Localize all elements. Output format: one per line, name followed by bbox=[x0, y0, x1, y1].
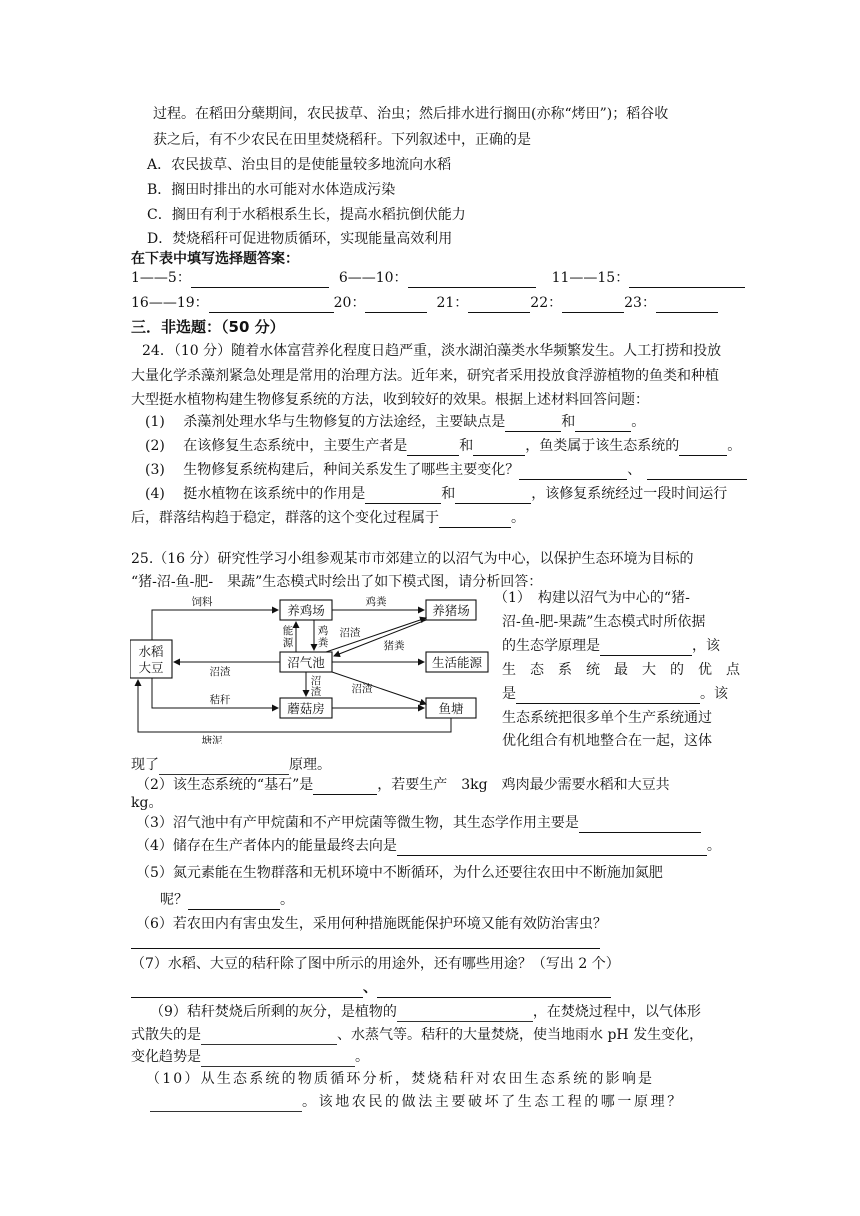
box-label-rice: 水稻 bbox=[138, 644, 164, 659]
q25-s9-text4: 、水蒸气等。秸秆的大量焚烧，使当地雨水 pH 发生变化， bbox=[337, 1027, 704, 1043]
ecosystem-diagram bbox=[130, 586, 490, 744]
answer-table-title: 在下表中填写选择题答案： bbox=[131, 251, 299, 267]
q25-s9-text2: ，在焚烧过程中，以气体形 bbox=[532, 1004, 701, 1020]
answer-row-1 bbox=[131, 268, 745, 288]
box-label-soybean: 大豆 bbox=[138, 660, 164, 675]
answer-label-23: 23： bbox=[624, 295, 656, 311]
q24-p1-end: 。 bbox=[631, 414, 646, 430]
q24-part1 bbox=[145, 412, 645, 432]
box-label-energy: 生活能源 bbox=[431, 655, 483, 670]
q25-s2-cont: kg。 bbox=[131, 795, 163, 811]
q25-s9-text3: 式散失的是 bbox=[131, 1027, 201, 1043]
q25-s4 bbox=[136, 836, 721, 856]
q24-p1-text: (1) 杀藻剂处理水华与生物修复的方法途经，主要缺点是 bbox=[145, 414, 506, 430]
q24-p3-blank2[interactable] bbox=[647, 464, 747, 480]
q25-s9-blank1[interactable] bbox=[397, 1006, 533, 1022]
label-residue-v2: 渣 bbox=[310, 686, 322, 698]
answer-blank-6-10[interactable] bbox=[408, 272, 536, 288]
arrow-feed bbox=[152, 610, 278, 640]
q25-s5-blank[interactable] bbox=[188, 894, 280, 910]
q25-s9-text1: （9）秸秆焚烧后所剩的灰分，是植物的 bbox=[150, 1004, 397, 1020]
q25-s2-text: （2）该生态系统的“基石”是 bbox=[136, 777, 314, 793]
q24-p2-and: 和 bbox=[459, 438, 474, 454]
q23-option-d: D．焚烧稻秆可促进物质循环，实现能量高效利用 bbox=[147, 231, 453, 247]
q25-s1-line2: 沼-鱼-肥-果蔬”生态模式时所依据 bbox=[502, 614, 706, 630]
arrow-residue-pond bbox=[332, 672, 426, 704]
answer-blank-20[interactable] bbox=[365, 297, 427, 313]
q25-s1-text3: 的生态学原理是 bbox=[502, 638, 600, 654]
q25-s7-blank2[interactable] bbox=[377, 982, 611, 998]
answer-blank-1-5[interactable] bbox=[191, 272, 329, 288]
label-feed: 饲料 bbox=[191, 596, 213, 608]
q24-p1-and: 和 bbox=[561, 414, 576, 430]
q25-s10-line2 bbox=[150, 1092, 684, 1112]
q24-p3-blank1[interactable] bbox=[519, 464, 627, 480]
answer-label-1-5: 1——5： bbox=[131, 270, 191, 286]
answer-row-2 bbox=[131, 293, 718, 313]
q24-p4-blank1[interactable] bbox=[365, 488, 441, 504]
q25-s9-blank3[interactable] bbox=[201, 1051, 355, 1067]
q24-p1-blank2[interactable] bbox=[575, 416, 631, 432]
q25-s2 bbox=[136, 775, 670, 795]
box-label-biogas: 沼气池 bbox=[287, 655, 325, 670]
q24-p3-sep: 、 bbox=[627, 462, 642, 478]
q23-option-c: C．搁田有利于水稻根系生长，提高水稻抗倒伏能力 bbox=[147, 207, 466, 223]
q24-p1-blank1[interactable] bbox=[505, 416, 561, 432]
box-label-mushroom: 蘑菇房 bbox=[287, 701, 325, 716]
q25-s3 bbox=[136, 813, 701, 833]
q24-p3-text: (3) 生物修复系统构建后，种间关系发生了哪些主要变化？ bbox=[145, 462, 520, 478]
q25-s9-text5: 变化趋势是 bbox=[131, 1049, 201, 1065]
q25-s4-blank[interactable] bbox=[397, 840, 707, 856]
label-residue-v1: 沼 bbox=[310, 675, 322, 687]
q25-s1-end5: 。该 bbox=[700, 686, 728, 702]
label-pond-mud: 塘泥 bbox=[201, 735, 223, 744]
q24-part2 bbox=[145, 436, 741, 456]
q24-p4-blank2[interactable] bbox=[455, 488, 531, 504]
q24-p2-blank2[interactable] bbox=[473, 440, 525, 456]
q25-s3-text: （3）沼气池中有产甲烷菌和不产甲烷菌等微生物，其生态学作用主要是 bbox=[136, 815, 579, 831]
q25-s1-end3: ，该 bbox=[692, 638, 720, 654]
q25-s1-text8: 现了 bbox=[131, 757, 159, 773]
q24-p2-end: 。 bbox=[727, 438, 742, 454]
q25-s9-line2 bbox=[131, 1025, 703, 1045]
label-chicken-manure: 鸡粪 bbox=[365, 596, 387, 608]
answer-label-22: 22： bbox=[530, 295, 563, 311]
label-energy-v2: 源 bbox=[282, 637, 294, 649]
q25-s2-text2: ，若要生产 3kg 鸡肉最少需要水稻和大豆共 bbox=[377, 777, 670, 793]
q25-s3-blank[interactable] bbox=[579, 817, 701, 833]
q25-intro-line1: 25.（16 分）研究性学习小组参观某市市郊建立的以沼气为中心，以保护生态环境为目标的 bbox=[131, 551, 694, 567]
q25-s5-text: 呢？ bbox=[160, 892, 188, 908]
q24-part4 bbox=[145, 484, 727, 504]
label-straw: 秸秆 bbox=[209, 694, 231, 706]
q25-s1-end8: 原理。 bbox=[289, 757, 331, 773]
answer-blank-22[interactable] bbox=[562, 297, 624, 313]
q24-p4-and: 和 bbox=[441, 486, 456, 502]
q25-s9-blank2[interactable] bbox=[201, 1029, 337, 1045]
q25-s1-line1: （1） 构建以沼气为中心的“猪- bbox=[494, 590, 690, 606]
answer-blank-21[interactable] bbox=[468, 297, 530, 313]
q25-s7-answers bbox=[131, 978, 611, 998]
q25-s1-blank-principle2[interactable] bbox=[159, 759, 289, 775]
q24-intro-line3: 大型挺水植物构建生物修复系统的方法，收到较好的效果。根据上述材料回答问题： bbox=[131, 392, 649, 408]
answer-blank-11-15[interactable] bbox=[629, 272, 745, 288]
q25-s7-sep: 、 bbox=[363, 980, 377, 996]
q25-s1-line4: 生 态 系 统 最 大 的 优 点 bbox=[502, 662, 740, 678]
q24-p4-text: (4) 挺水植物在该系统中的作用是 bbox=[145, 486, 366, 502]
answer-label-16-19: 16——19： bbox=[131, 295, 209, 311]
q24-p2-text2: ，鱼类属于该生态系统的 bbox=[525, 438, 680, 454]
q24-p4-blank3[interactable] bbox=[439, 512, 511, 528]
answer-blank-16-19[interactable] bbox=[209, 297, 334, 313]
q24-p4-text3: 后，群落结构趋于稳定，群落的这个变化过程属于 bbox=[131, 510, 439, 526]
box-label-chicken: 养鸡场 bbox=[287, 603, 325, 618]
q25-s6: （6）若农田内有害虫发生，采用何种措施既能保护环境又能有效防治害虫？ bbox=[136, 916, 607, 932]
label-residue-rice: 沼渣 bbox=[209, 666, 231, 678]
answer-label-21: 21： bbox=[436, 295, 469, 311]
q23-option-b: B．搁田时排出的水可能对水体造成污染 bbox=[147, 182, 396, 198]
answer-label-11-15: 11——15： bbox=[551, 270, 630, 286]
q23-stem-line2: 获之后，有不少农民在田里焚烧稻秆。下列叙述中，正确的是 bbox=[153, 132, 531, 148]
q25-s7: （7）水稻、大豆的秸秆除了图中所示的用途外，还有哪些用途？（写出 2 个） bbox=[131, 956, 620, 972]
q24-p2-blank3[interactable] bbox=[679, 440, 727, 456]
q25-s9-line1 bbox=[150, 1002, 701, 1022]
q25-s1-text5: 是 bbox=[502, 686, 516, 702]
label-manure-v2: 粪 bbox=[317, 637, 329, 649]
q23-option-a: A．农民拔草、治虫目的是使能量较多地流向水稻 bbox=[147, 157, 452, 173]
q25-s4-text: （4）储存在生产者体内的能量最终去向是 bbox=[136, 838, 397, 854]
q24-intro-line1: 24．（10 分）随着水体富营养化程度日趋严重，淡水湖泊藻类水华频繁发生。人工打捞和投放 bbox=[142, 343, 722, 359]
section-3-heading: 三．非选题：（50 分） bbox=[131, 318, 285, 336]
q25-intro-line2: “猪-沼-鱼-肥- 果蔬”生态模式时绘出了如下模式图，请分析回答： bbox=[131, 574, 543, 590]
q25-s5-line2 bbox=[160, 890, 294, 910]
q25-s6-answer-line[interactable] bbox=[131, 948, 600, 949]
q25-s1-line5 bbox=[502, 684, 728, 704]
q25-s5-line1: （5）氮元素能在生物群落和无机环境中不断循环，为什么还要往农田中不断施加氮肥 bbox=[136, 865, 663, 881]
q25-s10-blank[interactable] bbox=[150, 1096, 302, 1112]
q25-s7-blank1[interactable] bbox=[131, 982, 363, 998]
answer-blank-23[interactable] bbox=[656, 297, 718, 313]
q23-stem-line1: 过程。在稻田分蘖期间，农民拔草、治虫；然后排水进行搁田(亦称“烤田”)；稻谷收 bbox=[153, 106, 669, 122]
q24-intro-line2: 大量化学杀藻剂紧急处理是常用的治理方法。近年来，研究者采用投放食浮游植物的鱼类和种植 bbox=[131, 368, 719, 384]
q25-s1-line6: 生态系统把很多单个生产系统通过 bbox=[502, 710, 712, 726]
q25-s9-end: 。 bbox=[355, 1049, 369, 1065]
q25-s1-line3 bbox=[502, 636, 720, 656]
q25-s1-blank-principle[interactable] bbox=[600, 640, 692, 656]
q25-s4-end: 。 bbox=[706, 838, 721, 854]
answer-label-6-10: 6——10： bbox=[338, 270, 408, 286]
label-manure-v1: 鸡 bbox=[317, 625, 329, 637]
q25-s1-line8 bbox=[131, 755, 331, 775]
q24-p2-blank1[interactable] bbox=[407, 440, 459, 456]
box-label-pond: 鱼塘 bbox=[438, 701, 464, 716]
q24-p4-text2: ，该修复系统经过一段时间运行 bbox=[531, 486, 728, 502]
answer-label-20: 20： bbox=[333, 295, 366, 311]
q25-s9-line3 bbox=[131, 1047, 369, 1067]
q25-s2-blank1[interactable] bbox=[313, 779, 377, 795]
q24-p4-end: 。 bbox=[511, 510, 525, 526]
label-energy-v1: 能 bbox=[282, 625, 294, 637]
q25-s10-text2: 。该地农民的做法主要破坏了生态工程的哪一原理？ bbox=[302, 1094, 684, 1110]
q24-p2-text: (2) 在该修复生态系统中，主要生产者是 bbox=[145, 438, 408, 454]
label-residue-pond: 沼渣 bbox=[351, 683, 373, 695]
q25-s1-blank-advantage[interactable] bbox=[516, 688, 700, 704]
box-label-pig: 养猪场 bbox=[432, 603, 470, 618]
q25-s1-line7: 优化组合有机地整合在一起，这体 bbox=[502, 733, 712, 749]
q25-s5-end: 。 bbox=[280, 892, 294, 908]
label-pig-manure: 猪粪 bbox=[383, 640, 405, 652]
q24-part4-cont bbox=[131, 508, 525, 528]
q24-part3 bbox=[145, 460, 747, 480]
label-residue-pig: 沼渣 bbox=[339, 627, 361, 639]
q25-s10-line1: （10）从生态系统的物质循环分析，焚烧秸秆对农田生态系统的影响是 bbox=[146, 1071, 655, 1087]
